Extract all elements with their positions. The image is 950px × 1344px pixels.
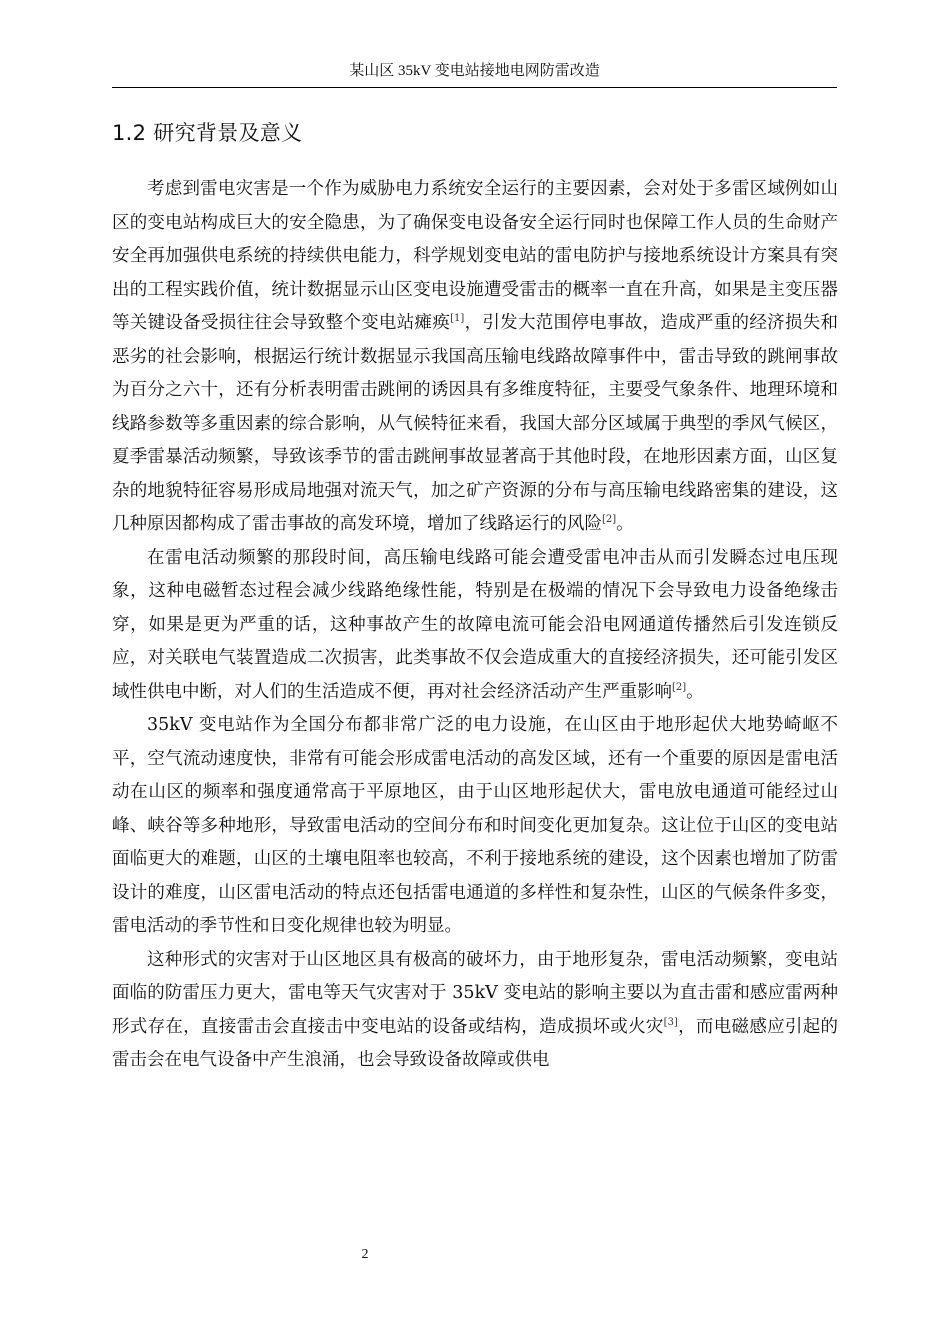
page-number: 2 <box>361 1247 369 1262</box>
citation-2b: [2] <box>672 681 687 693</box>
paragraph-2-text-b: 。 <box>686 681 704 702</box>
paragraph-4 <box>112 944 838 1078</box>
citation-1: [1] <box>450 313 465 325</box>
header-rule <box>112 87 837 88</box>
citation-2: [2] <box>602 514 617 526</box>
paragraph-4-text-b: ，而电磁感应引起的雷击会在电气设备中产生浪涌，也会导致设备故障或供电 <box>112 1016 839 1070</box>
paragraph-2-text-a: 在雷电活动频繁的那段时间，高压输电线路可能会遭受雷电冲击从而引发瞬态过电压现象，这种电磁暂态过程会减少线路绝缘性能，特别是在极端的情况下会导致电力设备绝缘击穿，如果是更为严重的话，这种事故产生的故障电流可能会沿电网通道传播然后引发连锁反应，对关联电气装置造成二次损害，此类事故不仅会造成重大的直接经济损失，还可能引发区域性供电中断，对人们的生活造成不便，再对社会经济活动产生严重影响 <box>112 547 838 702</box>
running-header: 某山区 35kV 变电站接地电网防雷改造 <box>349 63 600 79</box>
section-heading: 1.2 研究背景及意义 <box>112 121 303 145</box>
paragraph-1-text-b: ，引发大范围停电事故，造成严重的经济损失和恶劣的社会影响，根据运行统计数据显示我国高压输电线路故障事件中，雷击导致的跳闸事故为百分之六十，还有分析表明雷击跳闸的诱因具有多维度特征，主要受气象条件、地理环境和线路参数等多重因素的综合影响，从气候特征来看，我国大部分区域属于典型的季风气候区，夏季雷暴活动频繁，导致该季节的雷击跳闸事故显著高于其他时段，在地形因素方面，山区复杂的地貌特征容易形成局地强对流天气，加之矿产资源的分布与高压输电线路密集的建设，这几种原因都构成了雷击事故的高发环境，增加了线路运行的风险 <box>112 313 839 534</box>
citation-3: [3] <box>663 1016 678 1028</box>
paragraph-1-text-c: 。 <box>616 514 634 534</box>
paragraph-2 <box>112 542 838 710</box>
paragraph-4-text-a: 这种形式的灾害对于山区地区具有极高的破坏力，由于地形复杂，雷电活动频繁，变电站面临的防雷压力更大，雷电等天气灾害对于 35kV 变电站的影响主要以为直击雷和感应雷两种形式存在，直接雷击会直接击中变电站的设备或结构，造成损坏或火灾 <box>112 949 838 1037</box>
body-text <box>112 173 838 1078</box>
paragraph-1 <box>112 173 838 542</box>
paragraph-1-text-a: 考虑到雷电灾害是一个作为威胁电力系统安全运行的主要因素，会对处于多雷区域例如山区的变电站构成巨大的安全隐患，为了确保变电设备安全运行同时也保障工作人员的生命财产安全再加强供电系统的持续供电能力，科学规划变电站的雷电防护与接地系统设计方案具有突出的工程实践价值，统计数据显示山区变电设施遭受雷击的概率一直在升高，如果是主变压器等关键设备受损往往会导致整个变电站瘫痪 <box>112 179 838 333</box>
paragraph-3: 35kV 变电站作为全国分布都非常广泛的电力设施，在山区由于地形起伏大地势崎岖不平，空气流动速度快，非常有可能会形成雷电活动的高发区域，还有一个重要的原因是雷电活动在山区的频率和强度通常高于平原地区，由于山区地形起伏大，雷电放电通道可能经过山峰、峡谷等多种地形，导致雷电活动的空间分布和时间变化更加复杂。这让位于山区的变电站面临更大的难题，山区的土壤电阻率也较高，不利于接地系统的建设，这个因素也增加了防雷设计的难度，山区雷电活动的特点还包括雷电通道的多样性和复杂性，山区的气候条件多变，雷电活动的季节性和日变化规律也较为明显。 <box>112 715 838 936</box>
